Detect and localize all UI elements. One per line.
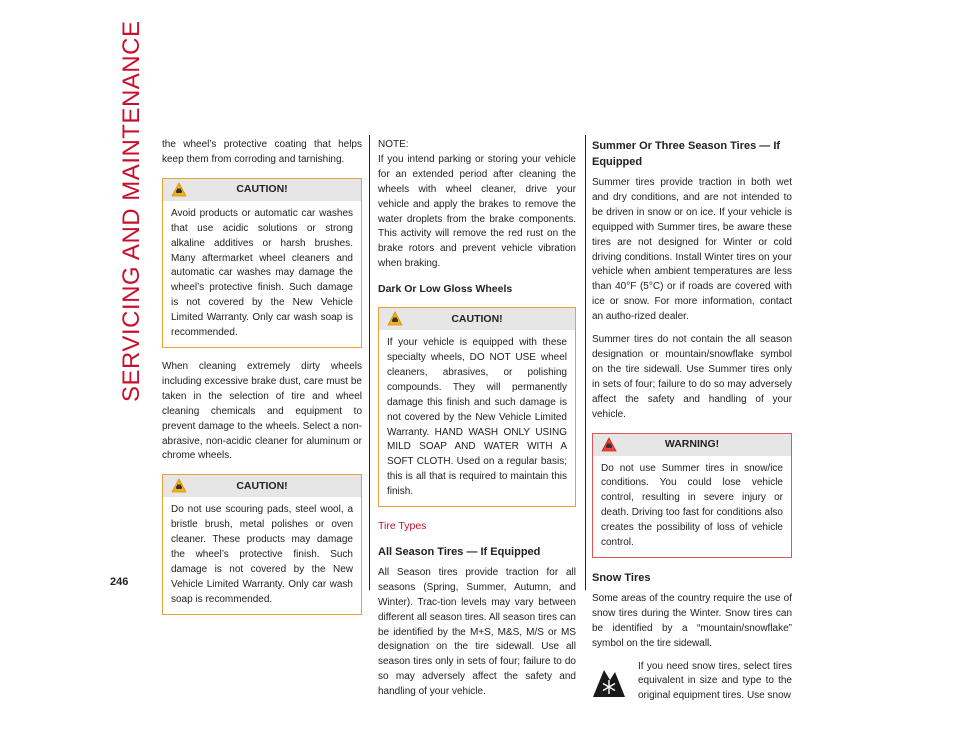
snow-text-1: Some areas of the country require the use of snow tires during the Winter. Snow tires can be identified by a “mountain/snowflake” symbol on the tire sidewall. (592, 592, 792, 649)
caution-box-header (379, 308, 575, 330)
caution-text: Do not use scouring pads, steel wool, a bristle brush, metal polishes or oven cleaner. These products may damage the wheel’s protective finish. Such damage is not covered by the New Vehicle Limited Warranty. Only car wash soap is recommended. (171, 504, 353, 605)
caution-title: CAUTION! (236, 479, 288, 492)
warning-title: WARNING! (664, 438, 720, 451)
warning-box-header (593, 434, 791, 456)
caution-title: CAUTION! (236, 183, 288, 196)
warning-text: Do not use Summer tires in snow/ice conditions. You could lose vehicle control, resulting in severe injury or death. Driving too fast for conditions also creates the possibility of loss of vehicle control. (601, 462, 783, 549)
caution-triangle-icon (171, 478, 187, 493)
warning-box (592, 433, 792, 558)
snow-text-2: If you need snow tires, select tires equivalent in size and type to the original equipment tires. Use snow (638, 660, 792, 702)
snow-tires-heading: Snow Tires (592, 571, 651, 584)
note-text: If you intend parking or storing your vehicle for an extended period after cleaning the wheels with wheel cleaner, drive your vehicle and apply the brakes to remove the water droplets from the brake components. This activity will remove the red rust on the brake rotors and prevent vehicle vibration when braking. (378, 153, 576, 270)
column-3 (592, 138, 792, 712)
caution-box-2 (162, 474, 362, 614)
caution-text: If your vehicle is equipped with these specialty wheels, DO NOT USE wheel cleaners, abrasives, or polishing compounds. They will permanently damage this finish and such damage is not covered by the New Vehicle Limited Warranty. HAND WASH ONLY USING MILD SOAP AND WATER WITH A SOFT CLOTH. Used on a regular basis; this is all that is required to maintain this finish. (387, 337, 567, 498)
caution-box-header (163, 475, 361, 497)
summer-text-2: Summer tires do not contain the all season designation or mountain/snowflake symbol on the tire sidewall. Use Summer tires only in sets of four; failure to do so may adversely affect the safety and handling of your vehicle. (592, 334, 792, 420)
warning-triangle-icon (601, 437, 617, 452)
caution-box-3 (378, 307, 576, 507)
column-divider-1 (369, 135, 370, 590)
all-season-heading: All Season Tires — If Equipped (378, 545, 541, 558)
all-season-text: All Season tires provide traction for all seasons (Spring, Summer, Autumn, and Winter). Trac-tion levels may vary between different all season tires. All season tires can be identified by the M+S, M&S, M/S or MS designation on the tire sidewall. Use all season tires only in sets of four; failure to do so may adversely affect the safety and handling of your vehicle. (378, 566, 576, 698)
dark-wheels-heading: Dark Or Low Gloss Wheels (378, 283, 513, 296)
intro-text: the wheel’s protective coating that helps keep them from corroding and tarnishing. (162, 139, 362, 165)
summer-text-1: Summer tires provide traction in both wet and dry conditions, and are not intended to be driven in snow or on ice. If your vehicle is equipped with Summer tires, be aware these tires are not designed for Winter or cold driving conditions. Install Winter tires on your vehicle when ambient temperatures are less than 40°F (5°C) or if roads are covered with ice or snow. For more information, contact an autho-rized dealer. (592, 177, 792, 323)
snow-tire-block (592, 660, 792, 705)
caution-triangle-icon (171, 182, 187, 197)
tire-types-heading: Tire Types (378, 520, 427, 533)
caution-title: CAUTION! (451, 312, 503, 325)
caution-text: Avoid products or automatic car washes that use acidic solutions or strong alkaline additives or harsh brushes. Many aftermarket wheel cleaners and automatic car washes may damage the wheel’s protective finish. Such damage is not covered by the New Vehicle Limited Warranty. Only car wash soap is recommended. (171, 207, 353, 339)
caution-box-header (163, 179, 361, 201)
note-label: NOTE: (378, 139, 409, 150)
section-title: SERVICING AND MAINTENANCE (118, 20, 145, 402)
column-divider-2 (585, 135, 586, 590)
paragraph-text: When cleaning extremely dirty wheels including excessive brake dust, care must be taken in the selection of tire and wheel cleaning chemicals and equipment to prevent damage to the wheels. Select a non-abrasive, non-acidic cleaner for aluminum or chrome wheels. (162, 360, 362, 462)
caution-box-1 (162, 178, 362, 348)
mountain-snowflake-icon (592, 662, 626, 698)
caution-triangle-icon (387, 311, 403, 326)
column-1 (162, 138, 362, 627)
column-2 (378, 138, 576, 708)
page-number: 246 (110, 576, 129, 588)
summer-tires-heading: Summer Or Three Season Tires — If Equipped (592, 140, 781, 168)
